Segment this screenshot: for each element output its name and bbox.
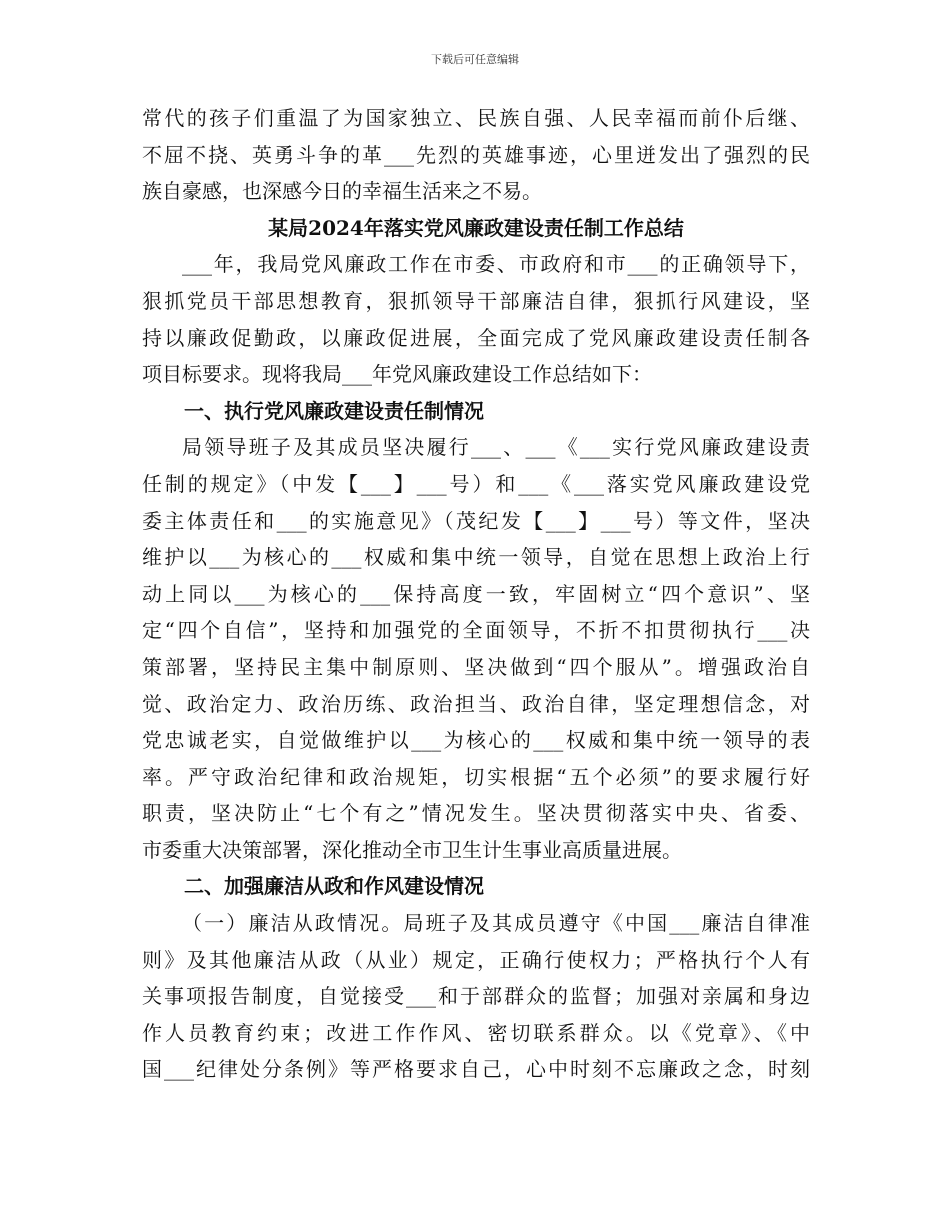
intro-line: 常代的孩子们重温了为国家独立、民族自强、人民幸福而前仆后继、: [142, 106, 810, 130]
paragraph-line: 觉、政治定力、政治历练、政治担当、政治自律，坚定理想信念，对: [142, 691, 810, 716]
document-title: 某局2024年落实党风廉政建设责任制工作总结: [268, 215, 684, 240]
page-header: 下载后可任意编辑: [431, 53, 519, 66]
paragraph-line: （一）廉洁从政情况。局班子及其成员遵守《中国___廉洁自律准: [182, 911, 810, 936]
paragraph-line: 策部署，坚持民主集中制原则、坚决做到“四个服从”。增强政治自: [142, 654, 810, 679]
paragraph-line: 关事项报告制度，自觉接受___和于部群众的监督；加强对亲属和身边: [142, 984, 810, 1009]
paragraph-line: 项目标要求。现将我局___年党风廉政建设工作总结如下：: [142, 362, 652, 387]
paragraph-line: ___年，我局党风廉政工作在市委、市政府和市___的正确领导下，: [182, 252, 810, 277]
paragraph-line: 作人员教育约束；改进工作作风、密切联系群众。以《党章》、《中: [142, 1020, 810, 1045]
paragraph-line: 任制的规定》（中发【___】___号）和___《___落实党风廉政建设党: [142, 471, 810, 496]
paragraph-line: 则》及其他廉洁从政（从业）规定，正确行使权力；严格执行个人有: [142, 947, 810, 972]
intro-line: 族自豪感，也深感今日的幸福生活来之不易。: [142, 179, 542, 204]
paragraph-line: 持以廉政促勤政，以廉政促进展，全面完成了党风廉政建设责任制各: [142, 325, 810, 350]
paragraph-line: 党忠诚老实，自觉做维护以___为核心的___权威和集中统一领导的表: [142, 728, 810, 753]
paragraph-line: 动上同以___为核心的___保持高度一致，牢固树立“四个意识”、坚: [142, 581, 810, 606]
paragraph-line: 职责，坚决防止“七个有之”情况发生。坚决贯彻落实中央、省委、: [142, 801, 810, 826]
section-heading-2: 二、加强廉洁从政和作风建设情况: [184, 874, 484, 899]
section-heading-1: 一、执行党风廉政建设责任制情况: [184, 398, 484, 423]
intro-line: 不屈不挠、英勇斗争的革___先烈的英雄事迹，心里迸发出了强烈的民: [142, 142, 810, 167]
paragraph-line: 国___纪律处分条例》等严格要求自己，心中时刻不忘廉政之念，时刻: [142, 1057, 810, 1082]
paragraph-line: 市委重大决策部署，深化推动全市卫生计生事业高质量进展。: [142, 837, 682, 862]
paragraph-line: 维护以___为核心的___权威和集中统一领导，自觉在思想上政治上行: [142, 545, 810, 570]
paragraph-line: 局领导班子及其成员坚决履行___、___《___实行党风廉政建设责: [182, 435, 810, 460]
paragraph-line: 狠抓党员干部思想教育，狠抓领导干部廉洁自律，狠抓行风建设，坚: [142, 288, 810, 313]
paragraph-line: 委主体责任和___的实施意见》（茂纪发【___】___号）等文件，坚决: [142, 508, 810, 533]
paragraph-line: 率。严守政治纪律和政治规矩，切实根据“五个必须”的要求履行好: [142, 764, 810, 789]
paragraph-line: 定“四个自信”，坚持和加强党的全面领导，不折不扣贯彻执行___决: [142, 618, 810, 643]
document-body: [142, 100, 810, 1088]
